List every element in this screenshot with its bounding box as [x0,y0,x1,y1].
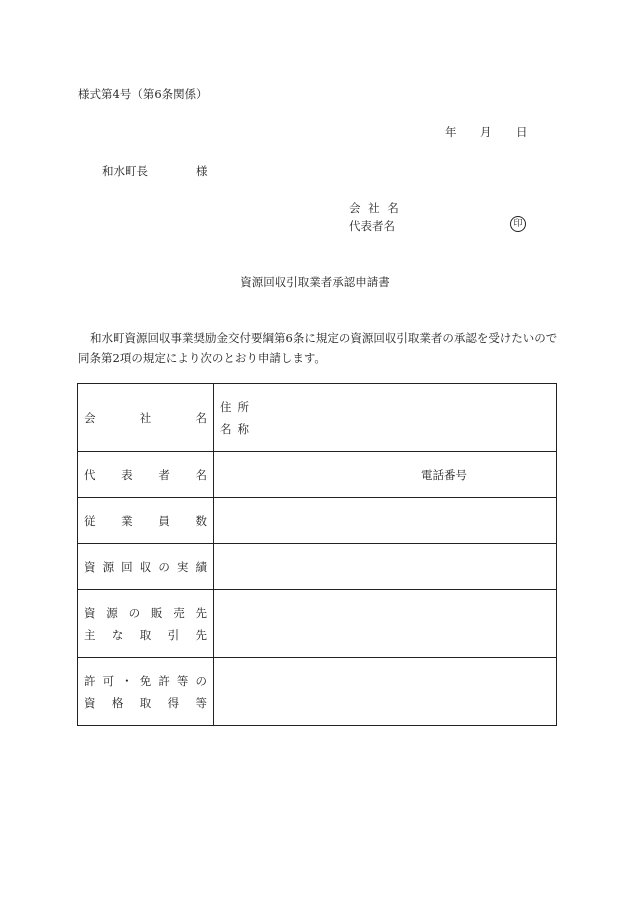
application-statement-text: 和水町資源回収事業奨励金交付要綱第6条に規定の資源回収引取業者の承認を受けたいので同条第2項の規定により次のとおり申請します。 [78,331,558,365]
addressee [102,163,208,179]
phone-label: 電話番号 [421,467,467,482]
representative-value-cell[interactable] [214,452,557,498]
licenses-value-cell[interactable] [214,658,557,726]
employees-label-cell [78,498,214,544]
sales-destination-label-line2: 主な取引先 [84,627,207,642]
collection-record-value-cell[interactable] [214,544,557,590]
application-form-table [77,383,557,726]
company-label: 会社名 [84,410,207,425]
employees-value-cell[interactable] [214,498,557,544]
licenses-label-line2: 資格取得等 [84,695,207,710]
row-company [78,384,557,452]
sales-destination-label-cell [78,590,214,658]
representative-label-cell [78,452,214,498]
date-month-label: 月 [480,125,492,139]
row-sales-destination [78,590,557,658]
collection-record-label-cell [78,544,214,590]
row-employees [78,498,557,544]
sales-destination-label-line1: 資源の販売先 [84,605,207,620]
row-representative [78,452,557,498]
addressee-name: 和水町長 [102,164,148,178]
applicant-company-label: 会 社 名 [349,201,401,215]
employees-label: 従業員数 [84,513,207,528]
company-name-label: 名称 [220,421,255,436]
document-title: 資源回収引取業者承認申請書 [240,275,390,289]
licenses-label-line1: 許可・免許等の [84,673,207,688]
date-day-label: 日 [516,125,528,139]
company-address-label: 住所 [220,399,255,414]
date-year-label: 年 [445,125,457,139]
licenses-label-cell [78,658,214,726]
seal-mark: 印 [510,216,526,232]
company-label-cell [78,384,214,452]
representative-label: 代表者名 [84,467,207,482]
company-value-cell[interactable] [214,384,557,452]
addressee-honorific: 様 [196,164,208,178]
sales-destination-value-cell[interactable] [214,590,557,658]
row-licenses [78,658,557,726]
applicant-representative-label: 代表者名 [349,219,395,233]
row-collection-record [78,544,557,590]
collection-record-label: 資源回収の実績 [84,559,207,574]
form-number: 様式第4号（第6条関係） [78,87,208,101]
application-statement [78,328,560,368]
